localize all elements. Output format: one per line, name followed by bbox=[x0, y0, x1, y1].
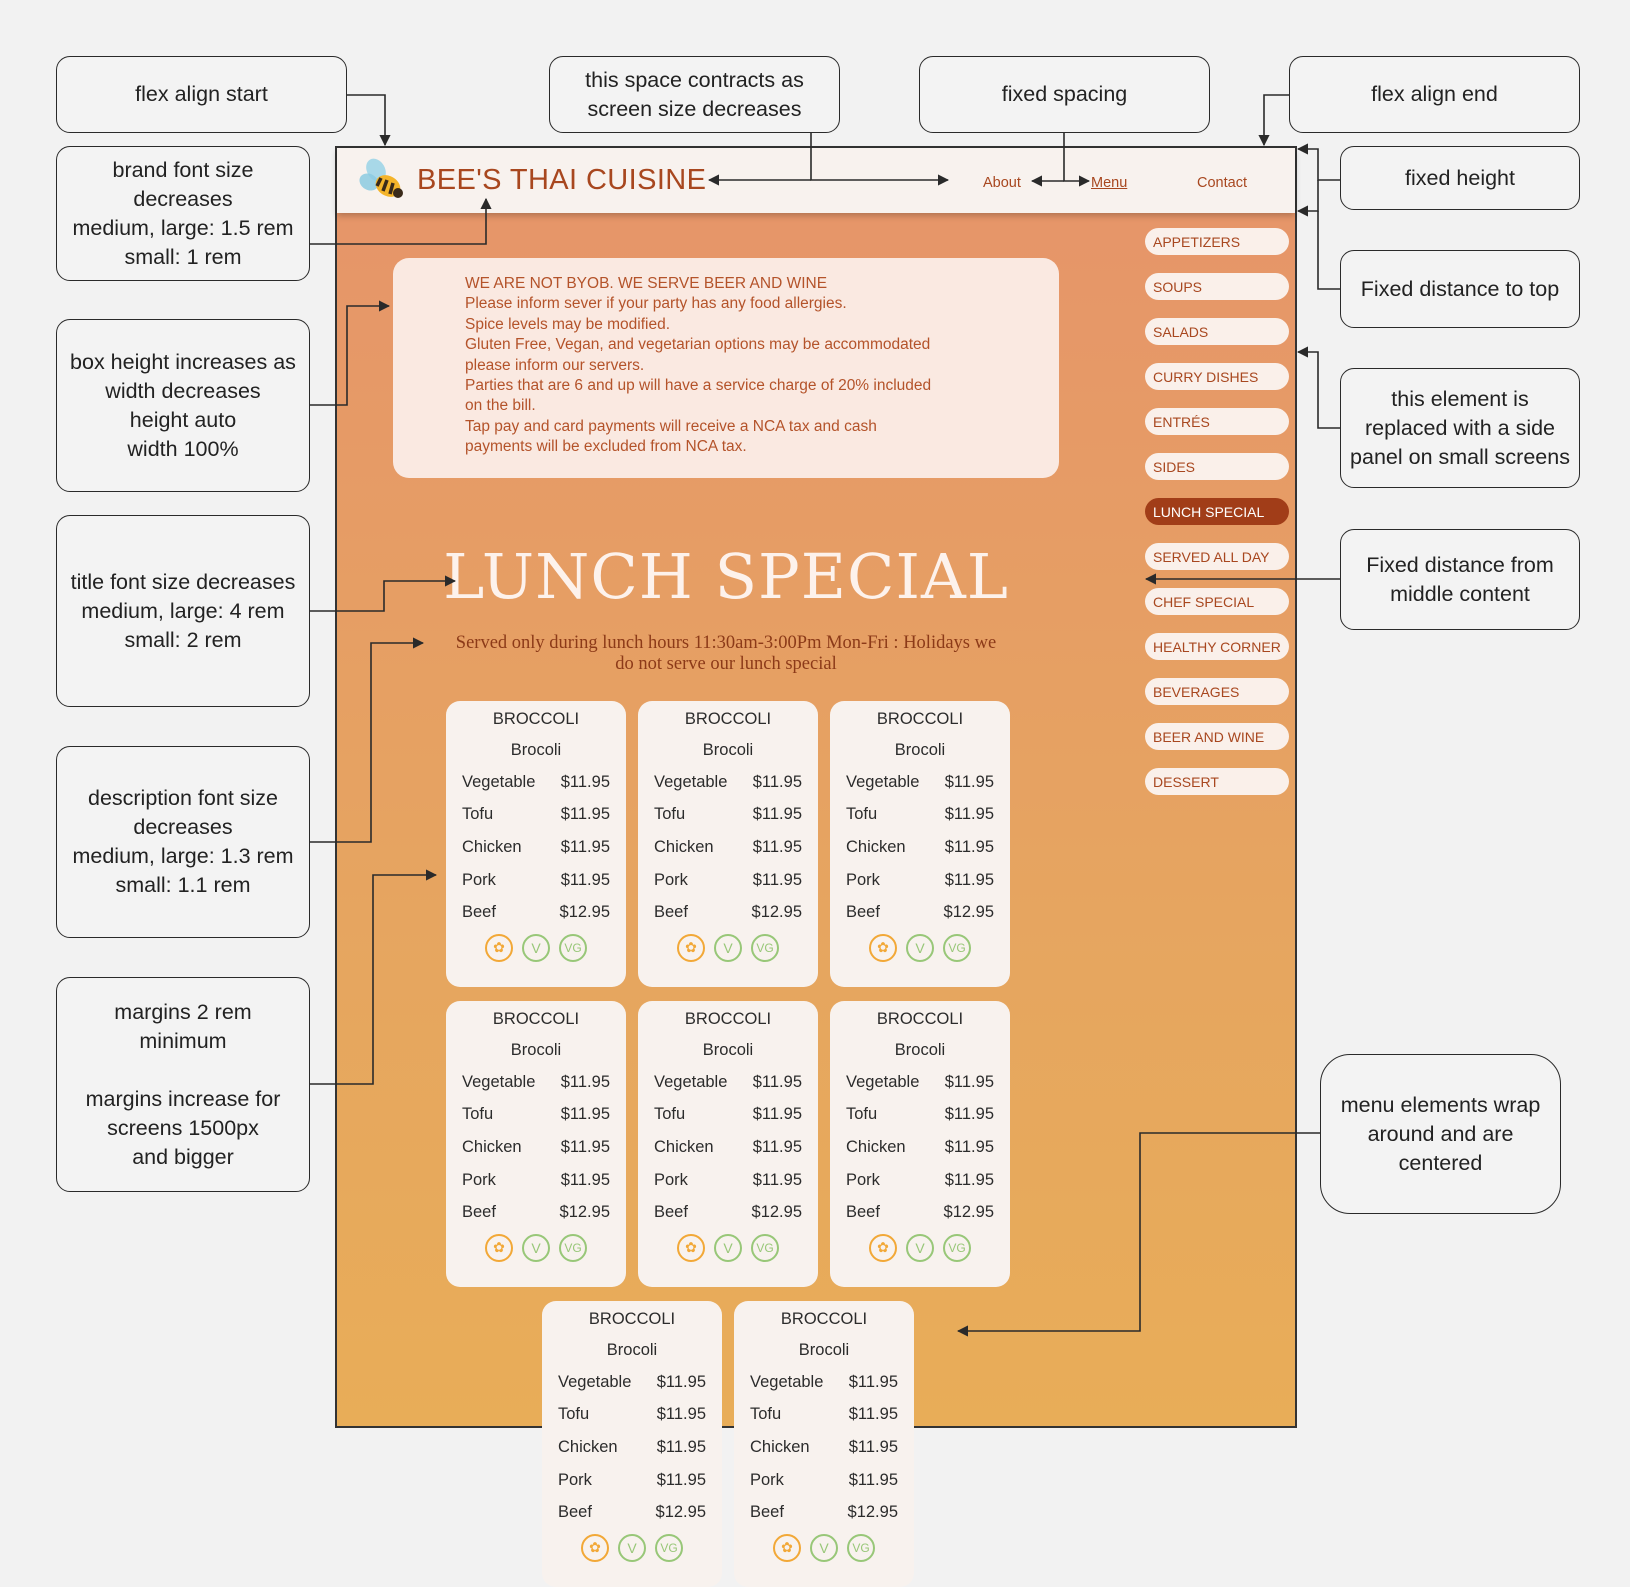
category-pill[interactable]: SIDES bbox=[1145, 453, 1289, 480]
price-value: $11.95 bbox=[944, 837, 994, 856]
price-value: $11.95 bbox=[560, 805, 610, 824]
note-description-font bbox=[56, 746, 310, 938]
price-value: $11.95 bbox=[656, 1470, 706, 1489]
note-line: title font size decreases bbox=[70, 570, 296, 594]
price-value: $12.95 bbox=[751, 1203, 802, 1222]
price-label: Chicken bbox=[462, 1137, 522, 1156]
connector-flex-align-start bbox=[347, 95, 385, 145]
category-pill[interactable]: DESSERT bbox=[1145, 768, 1289, 795]
note-line: decreases bbox=[133, 186, 233, 211]
price-label: Chicken bbox=[654, 1137, 714, 1156]
note-line: around and are bbox=[1367, 1121, 1514, 1146]
menu-card-price-row bbox=[638, 799, 818, 832]
note-title-font bbox=[56, 515, 310, 707]
category-pill[interactable]: ENTRÉS bbox=[1145, 408, 1289, 435]
menu-card-name: BROCCOLI bbox=[492, 1010, 580, 1028]
vegetarian-icon: V bbox=[714, 934, 742, 962]
menu-card-description: Brocoli bbox=[510, 1041, 562, 1059]
price-label: Chicken bbox=[462, 837, 522, 856]
menu-card-price-row bbox=[830, 1164, 1010, 1197]
price-label: Beef bbox=[750, 1503, 784, 1522]
menu-card-price-row bbox=[446, 766, 626, 799]
note-line: fixed height bbox=[1405, 165, 1515, 190]
menu-card-description: Brocoli bbox=[606, 1341, 658, 1359]
price-label: Beef bbox=[558, 1503, 592, 1522]
section-description bbox=[337, 633, 1115, 675]
menu-card-name: BROCCOLI bbox=[588, 1310, 676, 1328]
menu-card[interactable] bbox=[830, 701, 1010, 987]
notice-line: please inform our servers. bbox=[465, 356, 645, 374]
notice-line: Please inform sever if your party has any food allergies. bbox=[465, 295, 847, 313]
note-menu-wrap bbox=[1320, 1054, 1561, 1214]
category-pill[interactable]: HEALTHY CORNER bbox=[1145, 633, 1289, 660]
menu-card-price-row bbox=[638, 1099, 818, 1132]
notice-line: Parties that are 6 and up will have a service charge of 20% included bbox=[465, 377, 932, 395]
note-line: centered bbox=[1398, 1150, 1483, 1175]
price-label: Beef bbox=[462, 1203, 496, 1222]
note-line: Fixed distance to top bbox=[1360, 276, 1560, 301]
note-line: brand font size bbox=[112, 157, 254, 182]
price-label: Vegetable bbox=[462, 772, 536, 791]
note-flex-align-end bbox=[1289, 56, 1580, 133]
price-label: Pork bbox=[462, 870, 496, 889]
price-label: Tofu bbox=[654, 1105, 686, 1124]
vegetarian-icon: V bbox=[522, 1234, 550, 1262]
vegan-icon: VG bbox=[751, 1234, 779, 1262]
notice-line: WE ARE NOT BYOB. WE SERVE BEER AND WINE bbox=[465, 275, 828, 292]
menu-card-price-row bbox=[638, 831, 818, 864]
menu-card-price-row bbox=[446, 1196, 626, 1229]
gluten-free-icon: ✿ bbox=[773, 1534, 801, 1562]
menu-card-price-row bbox=[638, 1196, 818, 1229]
dietary-badges bbox=[446, 934, 626, 962]
connector-fixed-height-bottom bbox=[1298, 180, 1318, 211]
menu-card-price-row bbox=[542, 1366, 722, 1399]
menu-card-price-row bbox=[446, 1066, 626, 1099]
note-line: screens 1500px bbox=[107, 1115, 259, 1140]
price-value: $11.95 bbox=[944, 1137, 994, 1156]
price-label: Tofu bbox=[558, 1405, 590, 1424]
menu-card-price-row bbox=[830, 864, 1010, 897]
gluten-free-icon: ✿ bbox=[485, 1234, 513, 1262]
menu-card-price-row bbox=[638, 1131, 818, 1164]
note-line: Fixed distance from bbox=[1366, 552, 1554, 577]
menu-card[interactable] bbox=[734, 1301, 914, 1587]
note-line: small: 2 rem bbox=[124, 628, 242, 652]
note-line: fixed spacing bbox=[1001, 82, 1128, 106]
note-line: minimum bbox=[139, 1028, 227, 1053]
menu-card-price-row bbox=[734, 1464, 914, 1497]
note-space-contracts bbox=[549, 56, 840, 133]
vegan-icon: VG bbox=[559, 934, 587, 962]
note-line: description font size bbox=[87, 786, 278, 810]
price-label: Beef bbox=[462, 903, 496, 922]
menu-card-description: Brocoli bbox=[702, 741, 754, 759]
vegan-icon: VG bbox=[655, 1534, 683, 1562]
price-value: $12.95 bbox=[943, 903, 994, 922]
menu-card-price-row bbox=[830, 831, 1010, 864]
vegetarian-icon: V bbox=[810, 1534, 838, 1562]
category-pill[interactable]: SERVED ALL DAY bbox=[1145, 543, 1289, 570]
vegetarian-icon: V bbox=[906, 1234, 934, 1262]
note-line: screen size decreases bbox=[587, 96, 802, 121]
note-line: box height increases as bbox=[70, 349, 296, 374]
menu-card-price-row bbox=[446, 1164, 626, 1197]
gluten-free-icon: ✿ bbox=[677, 1234, 705, 1262]
price-value: $12.95 bbox=[751, 903, 802, 922]
menu-card[interactable] bbox=[638, 1001, 818, 1287]
gluten-free-icon: ✿ bbox=[677, 934, 705, 962]
price-value: $11.95 bbox=[560, 837, 610, 856]
price-value: $12.95 bbox=[943, 1203, 994, 1222]
dietary-badges bbox=[830, 934, 1010, 962]
price-value: $11.95 bbox=[656, 1372, 706, 1391]
note-line: width 100% bbox=[127, 436, 239, 461]
price-label: Tofu bbox=[654, 805, 686, 824]
menu-card-name: BROCCOLI bbox=[684, 710, 772, 728]
menu-card[interactable] bbox=[830, 1001, 1010, 1287]
menu-card-price-row bbox=[830, 1131, 1010, 1164]
price-value: $11.95 bbox=[944, 805, 994, 824]
menu-card-price-row bbox=[734, 1496, 914, 1529]
menu-card[interactable] bbox=[446, 701, 626, 987]
menu-card-price-row bbox=[446, 896, 626, 929]
note-line: medium, large: 1.3 rem bbox=[72, 844, 294, 868]
note-line: margins increase for bbox=[85, 1086, 281, 1111]
note-line: this element is bbox=[1391, 386, 1529, 411]
price-value: $11.95 bbox=[752, 805, 802, 824]
notice-line: payments will be excluded from NCA tax. bbox=[465, 438, 747, 456]
menu-card-name: BROCCOLI bbox=[876, 710, 964, 728]
notice-line: Gluten Free, Vegan, and vegetarian options may be accommodated bbox=[465, 336, 931, 354]
price-value: $11.95 bbox=[944, 1072, 994, 1091]
note-brand-font bbox=[56, 146, 310, 281]
gluten-free-icon: ✿ bbox=[485, 934, 513, 962]
price-label: Tofu bbox=[462, 1105, 494, 1124]
menu-card-price-row bbox=[830, 766, 1010, 799]
menu-card-price-row bbox=[734, 1366, 914, 1399]
note-line: panel on small screens bbox=[1350, 444, 1570, 469]
menu-card-price-row bbox=[830, 1196, 1010, 1229]
price-value: $11.95 bbox=[944, 1170, 994, 1189]
price-value: $11.95 bbox=[752, 1105, 802, 1124]
price-label: Pork bbox=[750, 1470, 784, 1489]
gluten-free-icon: ✿ bbox=[869, 934, 897, 962]
menu-card-price-row bbox=[638, 864, 818, 897]
price-label: Chicken bbox=[846, 1137, 906, 1156]
note-line: margins 2 rem bbox=[114, 999, 252, 1024]
menu-card-price-row bbox=[830, 1099, 1010, 1132]
menu-card[interactable] bbox=[542, 1301, 722, 1587]
connector-side-panel bbox=[1298, 352, 1340, 428]
note-box-height bbox=[56, 319, 310, 492]
price-label: Vegetable bbox=[846, 1072, 920, 1091]
menu-card-price-row bbox=[638, 766, 818, 799]
price-label: Pork bbox=[654, 870, 688, 889]
price-value: $11.95 bbox=[656, 1405, 706, 1424]
menu-card-price-row bbox=[542, 1399, 722, 1432]
menu-card-name: BROCCOLI bbox=[492, 710, 580, 728]
note-line: flex align end bbox=[1371, 82, 1498, 106]
price-value: $11.95 bbox=[848, 1470, 898, 1489]
note-line: decreases bbox=[133, 815, 233, 839]
note-line: width decreases bbox=[105, 378, 261, 403]
price-value: $11.95 bbox=[848, 1437, 898, 1456]
category-pill[interactable]: BEVERAGES bbox=[1145, 678, 1289, 705]
gluten-free-icon: ✿ bbox=[869, 1234, 897, 1262]
vegetarian-icon: V bbox=[522, 934, 550, 962]
category-pill[interactable]: LUNCH SPECIAL bbox=[1145, 498, 1289, 525]
price-label: Beef bbox=[654, 903, 688, 922]
menu-card-description: Brocoli bbox=[798, 1341, 850, 1359]
nav-link-contact[interactable]: Contact bbox=[1197, 175, 1247, 191]
price-value: $12.95 bbox=[655, 1503, 706, 1522]
navbar bbox=[337, 148, 1295, 213]
price-value: $11.95 bbox=[944, 772, 994, 791]
price-label: Vegetable bbox=[846, 772, 920, 791]
note-line: replaced with a side bbox=[1364, 415, 1556, 440]
menu-card-price-row bbox=[734, 1399, 914, 1432]
note-line: medium, large: 1.5 rem bbox=[72, 215, 294, 240]
connector-fixed-distance-top bbox=[1318, 211, 1340, 289]
notice-box bbox=[393, 258, 1059, 478]
price-label: Tofu bbox=[846, 805, 878, 824]
connector-flex-align-end bbox=[1264, 95, 1289, 145]
menu-card-price-row bbox=[734, 1431, 914, 1464]
nav-link-about[interactable]: About bbox=[983, 175, 1021, 191]
section-title: LUNCH SPECIAL bbox=[443, 540, 1009, 613]
price-label: Pork bbox=[846, 870, 880, 889]
dietary-badges bbox=[446, 1234, 626, 1262]
vegan-icon: VG bbox=[943, 1234, 971, 1262]
menu-card-price-row bbox=[446, 1131, 626, 1164]
vegan-icon: VG bbox=[847, 1534, 875, 1562]
price-value: $11.95 bbox=[752, 1170, 802, 1189]
category-pill[interactable]: CHEF SPECIAL bbox=[1145, 588, 1289, 615]
dietary-badges bbox=[734, 1534, 914, 1562]
price-label: Beef bbox=[654, 1203, 688, 1222]
menu-card-description: Brocoli bbox=[894, 1041, 946, 1059]
price-label: Vegetable bbox=[558, 1372, 632, 1391]
note-fixed-height bbox=[1340, 146, 1580, 210]
price-value: $11.95 bbox=[656, 1437, 706, 1456]
menu-card-name: BROCCOLI bbox=[876, 1010, 964, 1028]
price-label: Pork bbox=[462, 1170, 496, 1189]
price-label: Pork bbox=[846, 1170, 880, 1189]
price-label: Chicken bbox=[846, 837, 906, 856]
nav-link-menu[interactable]: Menu bbox=[1091, 175, 1128, 191]
dietary-badges bbox=[638, 1234, 818, 1262]
price-label: Tofu bbox=[462, 805, 494, 824]
note-fixed-distance-top bbox=[1340, 250, 1580, 328]
price-value: $11.95 bbox=[944, 1105, 994, 1124]
price-value: $12.95 bbox=[559, 1203, 610, 1222]
menu-card-price-row bbox=[446, 831, 626, 864]
category-pill[interactable]: SOUPS bbox=[1145, 273, 1289, 300]
note-line: flex align start bbox=[135, 82, 268, 106]
notice-line: on the bill. bbox=[465, 397, 536, 415]
dietary-badges bbox=[638, 934, 818, 962]
menu-card[interactable] bbox=[638, 701, 818, 987]
price-label: Chicken bbox=[654, 837, 714, 856]
menu-card-price-row bbox=[638, 896, 818, 929]
brand-name[interactable]: BEE'S THAI CUISINE bbox=[417, 164, 707, 196]
bee-logo-icon[interactable] bbox=[359, 156, 409, 206]
menu-card-description: Brocoli bbox=[894, 741, 946, 759]
category-pill[interactable]: APPETIZERS bbox=[1145, 228, 1289, 255]
dietary-badges bbox=[542, 1534, 722, 1562]
note-line: and bigger bbox=[132, 1144, 234, 1169]
price-value: $11.95 bbox=[752, 1072, 802, 1091]
note-flex-align-start bbox=[56, 56, 347, 133]
menu-card-price-row bbox=[830, 1066, 1010, 1099]
vegetarian-icon: V bbox=[618, 1534, 646, 1562]
vegan-icon: VG bbox=[943, 934, 971, 962]
category-nav bbox=[1145, 228, 1289, 813]
gluten-free-icon: ✿ bbox=[581, 1534, 609, 1562]
vegetarian-icon: V bbox=[714, 1234, 742, 1262]
price-label: Pork bbox=[558, 1470, 592, 1489]
price-value: $12.95 bbox=[847, 1503, 898, 1522]
note-fixed-spacing bbox=[919, 56, 1210, 133]
menu-card-price-row bbox=[446, 1099, 626, 1132]
price-value: $11.95 bbox=[848, 1405, 898, 1424]
menu-card-price-row bbox=[542, 1464, 722, 1497]
menu-card-price-row bbox=[446, 799, 626, 832]
price-value: $12.95 bbox=[559, 903, 610, 922]
price-value: $11.95 bbox=[560, 1170, 610, 1189]
price-label: Chicken bbox=[558, 1437, 618, 1456]
menu-card-description: Brocoli bbox=[510, 741, 562, 759]
category-pill[interactable]: SALADS bbox=[1145, 318, 1289, 345]
price-label: Pork bbox=[654, 1170, 688, 1189]
vegetarian-icon: V bbox=[906, 934, 934, 962]
menu-card-description: Brocoli bbox=[702, 1041, 754, 1059]
note-line: height auto bbox=[129, 407, 237, 432]
note-line: small: 1.1 rem bbox=[115, 873, 251, 897]
price-value: $11.95 bbox=[752, 772, 802, 791]
dietary-badges bbox=[830, 1234, 1010, 1262]
price-label: Vegetable bbox=[750, 1372, 824, 1391]
note-line: middle content bbox=[1390, 581, 1530, 606]
notice-line: Tap pay and card payments will receive a NCA tax and cash bbox=[465, 417, 877, 435]
price-value: $11.95 bbox=[752, 1137, 802, 1156]
price-value: $11.95 bbox=[560, 772, 610, 791]
menu-card-price-row bbox=[638, 1164, 818, 1197]
price-value: $11.95 bbox=[560, 1105, 610, 1124]
price-value: $11.95 bbox=[944, 870, 994, 889]
price-label: Beef bbox=[846, 1203, 880, 1222]
connector-fixed-height bbox=[1298, 149, 1340, 180]
note-line: this space contracts as bbox=[585, 67, 804, 92]
vegan-icon: VG bbox=[751, 934, 779, 962]
category-pill[interactable]: CURRY DISHES bbox=[1145, 363, 1289, 390]
note-replaced-side-panel bbox=[1340, 368, 1580, 488]
note-fixed-distance-middle bbox=[1340, 529, 1580, 630]
menu-card-price-row bbox=[542, 1496, 722, 1529]
menu-card-price-row bbox=[638, 1066, 818, 1099]
price-label: Beef bbox=[846, 903, 880, 922]
price-label: Vegetable bbox=[654, 1072, 728, 1091]
menu-card-price-row bbox=[542, 1431, 722, 1464]
price-label: Chicken bbox=[750, 1437, 810, 1456]
vegan-icon: VG bbox=[559, 1234, 587, 1262]
category-pill[interactable]: BEER AND WINE bbox=[1145, 723, 1289, 750]
note-margins bbox=[56, 977, 310, 1192]
price-value: $11.95 bbox=[752, 870, 802, 889]
menu-card-name: BROCCOLI bbox=[780, 1310, 868, 1328]
price-label: Tofu bbox=[846, 1105, 878, 1124]
section-description-line: do not serve our lunch special bbox=[615, 654, 837, 674]
menu-card-name: BROCCOLI bbox=[684, 1010, 772, 1028]
price-value: $11.95 bbox=[560, 870, 610, 889]
price-label: Vegetable bbox=[654, 772, 728, 791]
menu-card-grid bbox=[446, 701, 1006, 1556]
note-line: medium, large: 4 rem bbox=[81, 599, 285, 623]
website-mockup bbox=[335, 146, 1297, 1556]
menu-card-price-row bbox=[830, 896, 1010, 929]
price-label: Tofu bbox=[750, 1405, 782, 1424]
price-label: Vegetable bbox=[462, 1072, 536, 1091]
note-line: menu elements wrap bbox=[1340, 1092, 1541, 1117]
price-value: $11.95 bbox=[560, 1137, 610, 1156]
section-description-line: Served only during lunch hours 11:30am-3:00Pm Mon-Fri : Holidays we bbox=[455, 633, 997, 653]
price-value: $11.95 bbox=[560, 1072, 610, 1091]
menu-card-price-row bbox=[446, 864, 626, 897]
note-line: small: 1 rem bbox=[124, 244, 242, 269]
menu-card-price-row bbox=[830, 799, 1010, 832]
price-value: $11.95 bbox=[752, 837, 802, 856]
notice-line: Spice levels may be modified. bbox=[465, 315, 671, 333]
menu-card[interactable] bbox=[446, 1001, 626, 1287]
price-value: $11.95 bbox=[848, 1372, 898, 1391]
